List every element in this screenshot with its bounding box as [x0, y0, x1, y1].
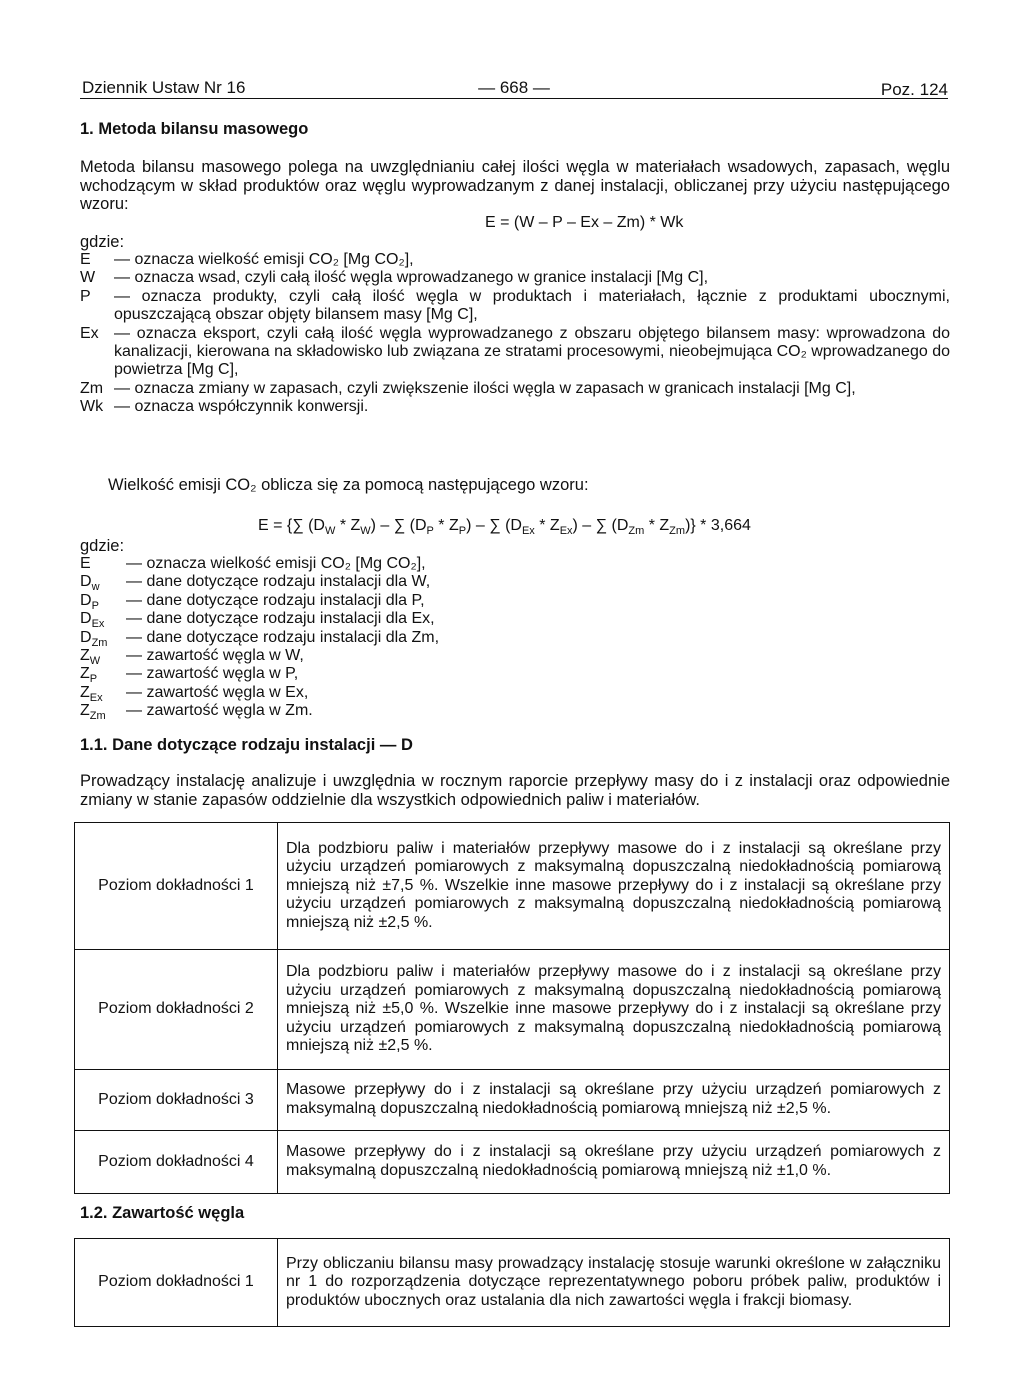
requirement-cell: Dla podzbioru paliw i materiałów przepływy masowe do i z instalacji są określane przy użyciu urządzeń pomiarowych z maksymalną dopuszczalną niedokładnością pomiarową mniejszą niż ±7,5 %. Wszelkie inne masowe przepływy do i z instalacji są określane przy użyciu urządzeń pomiarowych z maksymalną dopuszczalną niedokładnością pomiarową mniejszą niż ±2,5 %. — [278, 823, 950, 950]
table-row — [75, 1070, 950, 1131]
symbol: $D_{Ex}$ — [80, 610, 105, 631]
symbol: $D_{Zm}$ — [80, 628, 108, 649]
page-number: — 668 — — [478, 78, 550, 97]
subsection-heading: 1.1. Dane dotyczące rodzaju instalacji — D — [80, 736, 413, 754]
symbol: E — [80, 251, 91, 268]
symbol: $Z_{Ex}$ — [80, 683, 103, 704]
definition: — zawartość węgla w Ex, — [126, 683, 309, 701]
table-row — [75, 1239, 950, 1327]
position-number: Poz. 124 — [880, 80, 948, 99]
definition-row — [80, 647, 780, 665]
level-cell: Poziom dokładności 2 — [75, 950, 278, 1070]
definition: — dane dotyczące rodzaju instalacji dla Ex, — [126, 610, 435, 628]
definition: — zawartość węgla w W, — [126, 646, 304, 664]
definition-row — [80, 702, 780, 723]
subsection-paragraph: Prowadzący instalację analizuje i uwzględnia w rocznym raporcie przepływy masy do i z instalacji oraz odpowiednie zmiany w stanie zapasów oddzielnie dla wszystkich odpowiednich paliw i materiałów. — [80, 772, 950, 809]
definition: — oznacza wielkość emisji CO₂ [Mg CO₂], — [114, 251, 414, 268]
section-heading: 1. Metoda bilansu masowego — [80, 120, 309, 138]
definition: — oznacza współczynnik konwersji. — [114, 398, 369, 416]
requirement-cell: Dla podzbioru paliw i materiałów przepływy masowe do i z instalacji są określane przy użyciu urządzeń pomiarowych z maksymalną dopuszczalną niedokładnością pomiarową mniejszą niż ±5,0 %. Wszelkie inne masowe przepływy do i z instalacji są określane przy użyciu urządzeń pomiarowych z maksymalną dopuszczalną niedokładnością pomiarową mniejszą niż ±2,5 %. — [278, 950, 950, 1070]
level-cell: Poziom dokładności 1 — [75, 823, 278, 950]
requirement-cell: Przy obliczaniu bilansu masy prowadzący instalację stosuje warunki określone w załączniku nr 1 do rozporządzenia dotyczące reprezentatywnego poboru próbek paliw, produktów i produktów ubocznych oraz ustalania dla nich zawartości węgla i frakcji biomasy. — [278, 1239, 950, 1327]
table-row — [75, 950, 950, 1070]
emission-intro: Wielkość emisji CO₂ oblicza się za pomocą następującego wzoru: — [108, 476, 589, 494]
symbol: $Z_W$ — [80, 646, 101, 667]
mass-balance-formula: E = (W – P – Ex – Zm) * Wk — [485, 214, 684, 231]
definition-row — [80, 573, 780, 594]
definition-row — [80, 251, 950, 269]
definition-row — [80, 555, 780, 573]
definition: — dane dotyczące rodzaju instalacji dla Zm, — [126, 628, 440, 646]
symbol: $D_P$ — [80, 591, 99, 612]
definition: — zawartość węgla w P, — [126, 665, 299, 683]
subsection-heading-2: 1.2. Zawartość węgla — [80, 1204, 245, 1222]
level-cell: Poziom dokładności 3 — [75, 1070, 278, 1131]
requirement-cell: Masowe przepływy do i z instalacji są określane przy użyciu urządzeń pomiarowych z maksymalną dopuszczalną niedokładnością pomiarową mniejszą niż ±2,5 %. — [278, 1070, 950, 1131]
journal-title: Dziennik Ustaw Nr 16 — [82, 78, 246, 97]
definition-row — [80, 398, 950, 416]
symbol: P — [80, 287, 91, 305]
definition-row — [80, 269, 950, 287]
definition-row — [80, 610, 780, 631]
definition-row — [80, 380, 950, 398]
symbol: E — [80, 555, 91, 572]
symbol: $D_w$ — [80, 573, 100, 594]
definition: — oznacza produkty, czyli całą ilość węgla w produktach i materiałach, łącznie z produktami ubocznymi, opuszczającą obszar objęty bilansem masy [Mg C], — [114, 287, 950, 324]
intro-paragraph: Metoda bilansu masowego polega na uwzględnianiu całej ilości węgla w materiałach wsadowych, zapasach, węglu wchodzącym w skład produktów oraz węglu wyprowadzanym z danej instalacji, obliczanej przy użyciu następującego wzoru: — [80, 158, 950, 213]
table-row — [75, 1131, 950, 1194]
definition: — zawartość węgla w Zm. — [126, 702, 313, 720]
symbol: W — [80, 269, 96, 287]
running-header — [80, 78, 948, 99]
accuracy-table-carbon — [74, 1238, 950, 1327]
symbol: $Z_{Zm}$ — [80, 702, 106, 723]
where-label: gdzie: — [80, 233, 125, 251]
level-cell: Poziom dokładności 4 — [75, 1131, 278, 1194]
definition: — oznacza wsad, czyli całą ilość węgla wprowadzanego w granice instalacji [Mg C], — [114, 269, 709, 287]
symbol: Ex — [80, 324, 99, 342]
definition-list-2 — [80, 555, 780, 721]
definition-row — [80, 665, 780, 686]
where-label-2: gdzie: — [80, 537, 125, 555]
requirement-cell: Masowe przepływy do i z instalacji są określane przy użyciu urządzeń pomiarowych z maksymalną dopuszczalną niedokładnością pomiarową mniejszą niż ±1,0 %. — [278, 1131, 950, 1194]
definition: — dane dotyczące rodzaju instalacji dla W, — [126, 573, 431, 591]
symbol: $Z_P$ — [80, 665, 98, 686]
table-row — [75, 823, 950, 950]
definition: — oznacza eksport, czyli całą ilość węgla wyprowadzanego z obszaru objętego bilansem masy: wprowadzona do kanalizacji, kierowana na składowisko lub związana ze stratami procesowymi, nieobejmująca CO₂ wprowadzanego do powietrza [Mg C], — [114, 324, 950, 379]
definition-row — [80, 629, 780, 647]
definition-row — [80, 684, 780, 702]
definition-row — [80, 592, 780, 610]
level-cell: Poziom dokładności 1 — [75, 1239, 278, 1327]
definition-row — [80, 288, 950, 325]
definition: — oznacza zmiany w zapasach, czyli zwiększenie ilości węgla w zapasach w granicach instalacji [Mg C], — [114, 379, 856, 397]
definition-row — [80, 325, 950, 380]
emission-formula: E = {∑ $(D_W * Z_W)$ – ∑ $(D_P * Z_P)$ – ∑ $(D_{Ex} * Z_{Ex})$ – ∑ $(D_{Zm} * Z_{Zm})\} * 3,664$ — [258, 517, 751, 537]
accuracy-table-d — [74, 822, 950, 1194]
symbol: Wk — [80, 398, 104, 416]
symbol: Zm — [80, 379, 104, 397]
definition-list — [80, 251, 950, 417]
definition: — oznacza wielkość emisji CO₂ [Mg CO₂], — [126, 555, 426, 572]
definition: — dane dotyczące rodzaju instalacji dla P, — [126, 591, 425, 609]
